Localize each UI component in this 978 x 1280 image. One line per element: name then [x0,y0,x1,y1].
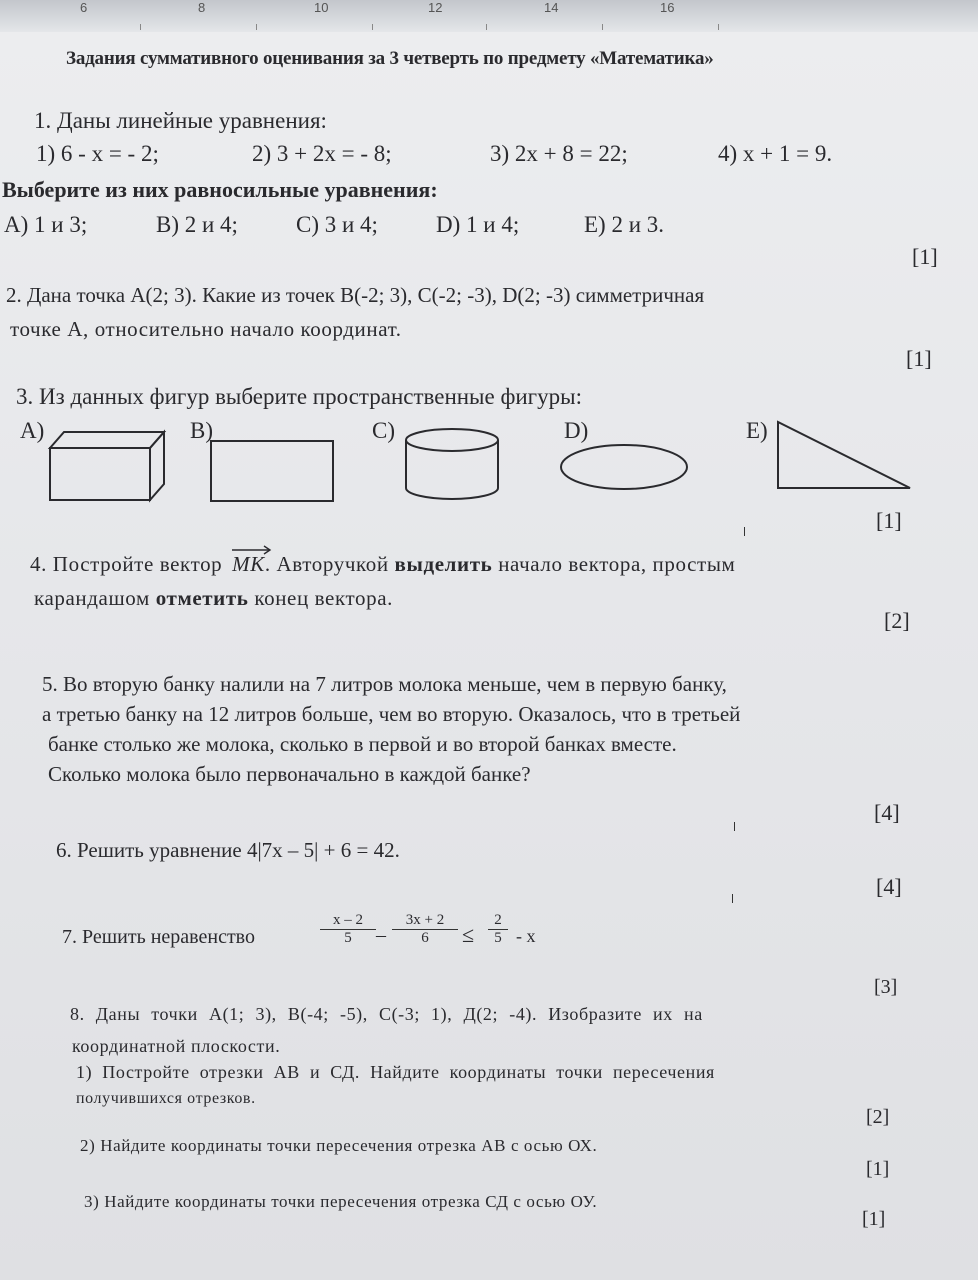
q8-sub2: 2) Найдите координаты точки пересечения отрезка АВ с осью ОХ. [80,1136,598,1155]
q7-mark: [3] [874,976,898,998]
q1-option: A) 1 и 3; [4,212,88,237]
q5-line: Сколько молока было первоначально в каждой банке? [48,762,531,786]
q8-sub1-line1: 1) Постройте отрезки АВ и СД. Найдите координаты точки пересечения [76,1062,715,1082]
q5-mark: [4] [874,800,900,825]
ruler-mark: 10 [314,0,329,15]
q1-equation: 3) 2x + 8 = 22; [490,141,628,166]
ruler-mark: 14 [544,0,559,15]
q1-option: C) 3 и 4; [296,212,378,237]
ellipse-figure [558,442,690,494]
figure-label-b: B) [190,418,213,443]
figure-label-a: A) [20,418,45,443]
q3-mark: [1] [876,508,902,533]
q1-prompt: Выберите из них равносильные уравнения: [2,177,438,202]
q4-line2: карандашом отметить конец вектора. [34,586,393,610]
ruler-mark: 16 [660,0,675,15]
q5-line: 5. Во вторую банку налили на 7 литров молока меньше, чем в первую банку, [42,672,727,696]
cylinder-figure [402,426,506,506]
q8-line2: координатной плоскости. [72,1036,281,1056]
q7-fraction-2: $\frac{3x + 2}{6}$ [392,912,458,947]
cuboid-figure [44,426,174,506]
q1-equation: 1) 6 - x = - 2; [36,141,159,166]
q4-mark: [2] [884,608,910,633]
q8-sub3: 3) Найдите координаты точки пересечения отрезка СД с осью ОУ. [84,1192,598,1211]
q8-sub1-line2: получившихся отрезков. [76,1090,256,1107]
q6-text: 6. Решить уравнение 4|7x – 5| + 6 = 42. [56,838,400,862]
figure-label-d: D) [564,418,589,443]
ruler [0,0,978,33]
q1-equation: 2) 3 + 2x = - 8; [252,141,392,166]
q2-mark: [1] [906,346,932,371]
vector-mk: MK [232,552,265,576]
q7-text: 7. Решить неравенство [62,926,255,948]
q7-fraction-3: $\frac{2}{5}$ [488,912,508,947]
q5-line: банке столько же молока, сколько в первой и во второй банках вместе. [48,732,677,756]
ruler-mark: 6 [80,0,88,15]
triangle-figure [772,418,914,490]
q3-stem: 3. Из данных фигур выберите пространственные фигуры: [16,384,582,409]
q5-line: а третью банку на 12 литров больше, чем во вторую. Оказалось, что в третьей [42,702,741,726]
q8-sub2-mark: [1] [866,1158,890,1180]
q4-line1: 4. Постройте вектор MK . Авторучкой выделить начало вектора, простым [30,552,735,577]
q1-option: D) 1 и 4; [436,212,520,237]
q8-sub3-mark: [1] [862,1208,886,1230]
figure-label-c: C) [372,418,395,443]
q7-leq: ≤ [462,922,475,947]
q1-stem: 1. Даны линейные уравнения: [34,108,327,133]
q8-line1: 8. Даны точки A(1; 3), B(-4; -5), C(-3; 1), Д(2; -4). Изобразите их на [70,1004,703,1024]
document-page [0,32,978,1280]
figure-label-e: E) [746,418,768,443]
q2-line2: точке А, относительно начало координат. [10,317,402,341]
ruler-mark: 8 [198,0,206,15]
q1-option: B) 2 и 4; [156,212,238,237]
q1-option: E) 2 и 3. [584,212,665,237]
ruler-mark: 12 [428,0,443,15]
rectangle-figure [208,438,338,504]
q8-sub1-mark: [2] [866,1106,890,1128]
q2-line1: 2. Дана точка A(2; 3). Какие из точек B(-2; 3), C(-2; -3), D(2; -3) симметричная [6,283,705,307]
q1-equation: 4) x + 1 = 9. [718,141,833,166]
q7-fraction-1: $\frac{x - 2}{5}$ [320,912,376,947]
q7-tail: - x [516,926,536,946]
q6-mark: [4] [876,874,902,899]
q7-minus: – [376,924,386,946]
q1-mark: [1] [912,244,938,269]
page-title: Задания суммативного оценивания за 3 четверть по предмету «Математика» [66,48,714,69]
